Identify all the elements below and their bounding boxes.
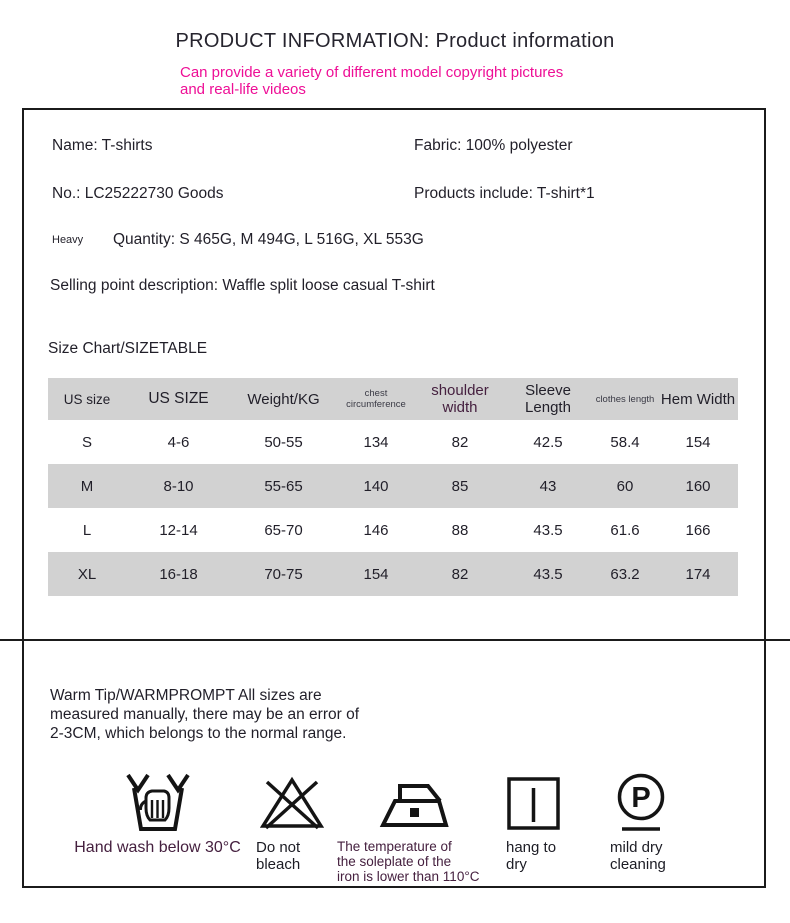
cell: 174 bbox=[685, 565, 711, 583]
product-fabric: Fabric: 100% polyester bbox=[414, 137, 573, 154]
divider-line bbox=[0, 639, 790, 641]
weight-prefix-label: Heavy bbox=[52, 234, 84, 246]
table-row-s bbox=[48, 420, 738, 464]
cell: 58.4 bbox=[610, 433, 640, 451]
cell: 55-65 bbox=[264, 477, 303, 495]
mild-dry-cleaning-icon bbox=[600, 770, 682, 836]
size-chart-table bbox=[48, 378, 738, 596]
care-item-do-not-bleach bbox=[246, 770, 338, 873]
cell: 42.5 bbox=[533, 433, 563, 451]
cell: 60 bbox=[616, 477, 634, 495]
cell: 61.6 bbox=[610, 521, 640, 539]
column-header-shoulder: shoulder width bbox=[431, 382, 489, 416]
cell: 43.5 bbox=[533, 565, 563, 583]
cell: 43 bbox=[539, 477, 557, 495]
cell: 160 bbox=[685, 477, 711, 495]
cell: 43.5 bbox=[533, 521, 563, 539]
hand-wash-label: Hand wash below 30°C bbox=[74, 839, 241, 856]
cell: M bbox=[80, 477, 94, 495]
cell: 8-10 bbox=[163, 477, 194, 495]
cell: 134 bbox=[363, 433, 389, 451]
column-header-chest: chest circumference bbox=[346, 388, 406, 410]
care-item-iron-low bbox=[337, 770, 492, 884]
table-row-m bbox=[48, 464, 738, 508]
column-header-weight: Weight/KG bbox=[247, 390, 320, 408]
cell: 85 bbox=[451, 477, 469, 495]
hang-to-dry-icon bbox=[496, 770, 570, 836]
table-header-row bbox=[48, 378, 738, 420]
product-name: Name: T-shirts bbox=[52, 137, 153, 154]
care-item-mild-dry-clean bbox=[600, 770, 682, 873]
product-includes: Products include: T-shirt*1 bbox=[414, 185, 595, 202]
column-header-clothes-length: clothes length bbox=[595, 393, 655, 405]
cell: 154 bbox=[363, 565, 389, 583]
cell: 140 bbox=[363, 477, 389, 495]
mild-dry-cleaning-label: mild dry cleaning bbox=[610, 839, 666, 873]
do-not-bleach-label: Do not bleach bbox=[256, 839, 301, 873]
selling-point: Selling point description: Waffle split loose casual T-shirt bbox=[50, 277, 435, 294]
cell: 4-6 bbox=[167, 433, 190, 451]
care-item-hang-dry bbox=[496, 770, 570, 873]
do-not-bleach-icon bbox=[246, 770, 338, 836]
cell: 166 bbox=[685, 521, 711, 539]
iron-low-temp-icon bbox=[337, 770, 492, 836]
hang-to-dry-label: hang to dry bbox=[506, 839, 557, 873]
cell: 12-14 bbox=[159, 521, 198, 539]
product-number: No.: LC25222730 Goods bbox=[52, 185, 224, 202]
cell: S bbox=[81, 433, 92, 451]
warm-tip-line: Warm Tip/WARMPROMPT All sizes are bbox=[50, 687, 322, 704]
cell: 154 bbox=[685, 433, 711, 451]
column-header-us-size: US size bbox=[63, 391, 111, 407]
table-row-xl bbox=[48, 552, 738, 596]
cell: 50-55 bbox=[264, 433, 303, 451]
cell: 63.2 bbox=[610, 565, 640, 583]
page-title: PRODUCT INFORMATION: Product information bbox=[175, 30, 615, 52]
cell: 82 bbox=[451, 433, 469, 451]
product-weights: Quantity: S 465G, M 494G, L 516G, XL 553G bbox=[113, 231, 424, 248]
table-row-l bbox=[48, 508, 738, 552]
column-header-us-size-caps: US SIZE bbox=[148, 390, 209, 407]
iron-low-temp-label: The temperature of the soleplate of the iron is lower than 110°C bbox=[337, 839, 480, 884]
page-subtitle: Can provide a variety of different model copyright pictures and real-life videos bbox=[180, 64, 564, 98]
column-header-sleeve: Sleeve Length bbox=[525, 382, 571, 416]
cell: 88 bbox=[451, 521, 469, 539]
care-item-hand-wash bbox=[50, 770, 265, 856]
warm-tip-line: measured manually, there may be an error of bbox=[50, 706, 360, 723]
cell: 16-18 bbox=[159, 565, 198, 583]
size-chart-title: Size Chart/SIZETABLE bbox=[48, 340, 208, 357]
cell: 65-70 bbox=[264, 521, 303, 539]
column-header-hem: Hem Width bbox=[660, 390, 736, 408]
svg-text:P: P bbox=[631, 782, 651, 814]
cell: 146 bbox=[363, 521, 389, 539]
warm-tip-line: 2-3CM, which belongs to the normal range. bbox=[50, 725, 347, 742]
cell: 70-75 bbox=[264, 565, 303, 583]
cell: L bbox=[82, 521, 92, 539]
hand-wash-icon bbox=[50, 770, 265, 836]
cell: 82 bbox=[451, 565, 469, 583]
cell: XL bbox=[77, 565, 97, 583]
warm-tip-text bbox=[50, 686, 359, 743]
